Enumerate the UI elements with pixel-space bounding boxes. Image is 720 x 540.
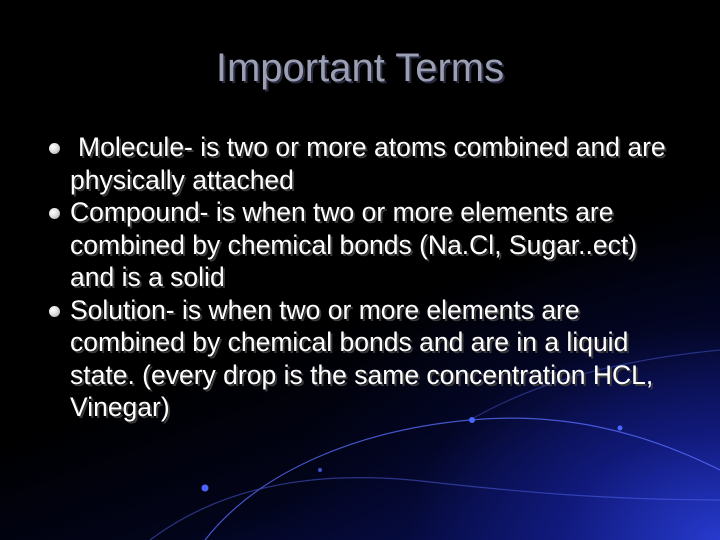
decor-dot-3 [618, 426, 623, 431]
bullet-icon [49, 306, 60, 317]
slide-title: Important Terms [215, 46, 505, 90]
bullet-item-molecule [48, 131, 688, 196]
bullet-list [48, 131, 688, 424]
decor-dot-4 [318, 468, 322, 472]
decor-arc-1 [205, 418, 720, 540]
bullet-text: Molecule- is two or more atoms combined and are physically attached [70, 132, 666, 195]
bullet-item-solution [48, 294, 688, 424]
bullet-icon [49, 143, 60, 154]
decor-arc-2 [150, 478, 720, 540]
bullet-text: Compound- is when two or more elements are combined by chemical bonds (Na.Cl, Sugar..ect) and is a solid [70, 197, 638, 292]
bullet-icon [49, 208, 60, 219]
bullet-text: Solution- is when two or more elements are combined by chemical bonds and are in a liquid state. (every drop is the same concentration HCL, Vinegar) [70, 294, 654, 422]
bullet-item-compound [48, 196, 688, 294]
decor-dot-1 [202, 485, 209, 492]
